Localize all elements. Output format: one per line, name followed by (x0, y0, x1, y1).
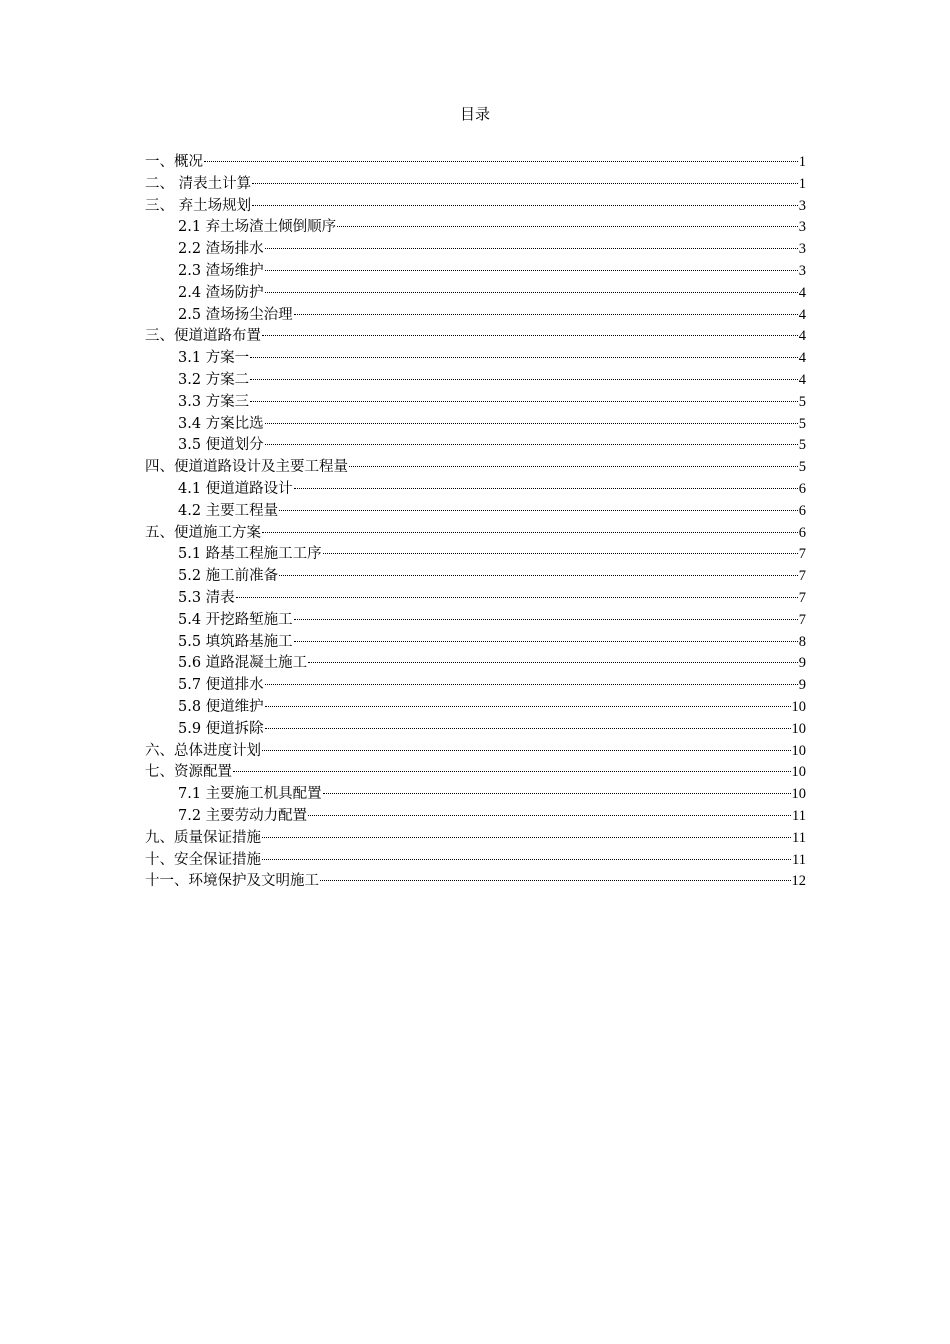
toc-entry-page-number: 10 (791, 764, 806, 781)
toc-entry-page-number: 7 (798, 589, 806, 606)
toc-dot-leader (233, 771, 791, 772)
toc-dot-leader (262, 837, 791, 838)
toc-dot-leader (349, 466, 798, 467)
toc-dot-leader (265, 270, 798, 271)
toc-entry-label: 十、安全保证措施 (145, 851, 261, 868)
toc-entry-page-number: 10 (791, 786, 806, 803)
toc-entry[interactable] (145, 697, 806, 719)
toc-entry[interactable] (145, 523, 806, 545)
toc-entry[interactable] (145, 784, 806, 806)
toc-entry-label: 2.2 渣场排水 (178, 241, 264, 258)
toc-entry-label: 5.8 便道维护 (178, 698, 264, 715)
toc-dot-leader (262, 335, 798, 336)
toc-entry[interactable] (145, 501, 806, 523)
toc-entry-page-number: 4 (798, 371, 806, 388)
toc-dot-leader (294, 488, 798, 489)
toc-entry[interactable] (145, 588, 806, 610)
toc-dot-leader (250, 379, 798, 380)
table-of-contents (145, 152, 806, 893)
toc-entry[interactable] (145, 544, 806, 566)
toc-entry[interactable] (145, 675, 806, 697)
toc-entry-page-number: 3 (798, 219, 806, 236)
toc-entry-label: 4.2 主要工程量 (178, 502, 279, 519)
toc-dot-leader (252, 205, 798, 206)
toc-dot-leader (265, 684, 798, 685)
toc-entry-label: 5.2 施工前准备 (178, 568, 279, 585)
toc-entry[interactable] (145, 828, 806, 850)
toc-entry-page-number: 9 (798, 655, 806, 672)
toc-entry-page-number: 7 (798, 611, 806, 628)
toc-entry[interactable] (145, 348, 806, 370)
toc-entry[interactable] (145, 435, 806, 457)
toc-entry[interactable] (145, 610, 806, 632)
toc-entry-page-number: 5 (798, 415, 806, 432)
toc-entry-page-number: 3 (798, 262, 806, 279)
toc-dot-leader (262, 750, 791, 751)
toc-entry[interactable] (145, 632, 806, 654)
toc-entry-label: 二、 清表土计算 (145, 175, 252, 192)
toc-entry-page-number: 3 (798, 197, 806, 214)
toc-entry[interactable] (145, 174, 806, 196)
toc-entry-page-number: 11 (792, 851, 806, 868)
toc-entry[interactable] (145, 850, 806, 872)
toc-entry[interactable] (145, 370, 806, 392)
toc-dot-leader (323, 793, 791, 794)
toc-entry-label: 2.1 弃土场渣土倾倒顺序 (178, 219, 337, 236)
toc-entry-label: 5.1 路基工程施工工序 (178, 546, 322, 563)
toc-entry[interactable] (145, 326, 806, 348)
toc-entry-label: 5.4 开挖路堑施工 (178, 611, 293, 628)
toc-entry[interactable] (145, 762, 806, 784)
toc-entry-label: 3.1 方案一 (178, 350, 250, 367)
toc-entry-page-number: 10 (791, 720, 806, 737)
toc-entry[interactable] (145, 217, 806, 239)
toc-entry[interactable] (145, 283, 806, 305)
toc-entry-label: 7.1 主要施工机具配置 (178, 786, 322, 803)
toc-entry-label: 3.3 方案三 (178, 393, 250, 410)
toc-dot-leader (265, 292, 798, 293)
toc-entry-label: 5.3 清表 (178, 589, 235, 606)
toc-entry-label: 2.5 渣场扬尘治理 (178, 306, 293, 323)
toc-entry-page-number: 1 (798, 175, 806, 192)
toc-entry-page-number: 8 (798, 633, 806, 650)
toc-dot-leader (320, 880, 791, 881)
toc-entry[interactable] (145, 261, 806, 283)
toc-entry[interactable] (145, 566, 806, 588)
toc-dot-leader (262, 532, 798, 533)
toc-dot-leader (323, 553, 798, 554)
toc-dot-leader (294, 619, 798, 620)
toc-entry-label: 5.6 道路混凝土施工 (178, 655, 308, 672)
toc-dot-leader (236, 597, 798, 598)
toc-entry-page-number: 4 (798, 350, 806, 367)
toc-entry[interactable] (145, 392, 806, 414)
toc-dot-leader (265, 444, 798, 445)
toc-title: 目录 (459, 105, 490, 123)
toc-entry[interactable] (145, 479, 806, 501)
toc-dot-leader (265, 248, 798, 249)
toc-entry-label: 三、便道道路布置 (145, 328, 261, 345)
toc-entry-label: 5.9 便道拆除 (178, 720, 264, 737)
toc-entry-label: 五、便道施工方案 (145, 524, 261, 541)
toc-entry[interactable] (145, 741, 806, 763)
toc-dot-leader (265, 728, 791, 729)
toc-dot-leader (250, 357, 798, 358)
toc-entry-page-number: 5 (798, 437, 806, 454)
toc-entry-page-number: 11 (792, 807, 806, 824)
toc-entry-page-number: 6 (798, 480, 806, 497)
toc-entry[interactable] (145, 871, 806, 893)
toc-dot-leader (265, 706, 791, 707)
toc-dot-leader (250, 401, 798, 402)
toc-entry-label: 4.1 便道道路设计 (178, 480, 293, 497)
toc-entry-label: 3.4 方案比选 (178, 415, 264, 432)
toc-entry-page-number: 10 (791, 698, 806, 715)
toc-dot-leader (204, 161, 798, 162)
toc-dot-leader (294, 314, 798, 315)
toc-entry-page-number: 6 (798, 524, 806, 541)
toc-entry-label: 3.5 便道划分 (178, 437, 264, 454)
toc-entry-page-number: 12 (791, 873, 806, 890)
toc-entry[interactable] (145, 653, 806, 675)
toc-dot-leader (308, 662, 798, 663)
toc-entry-page-number: 6 (798, 502, 806, 519)
toc-entry-label: 5.5 填筑路基施工 (178, 633, 293, 650)
toc-entry-label: 3.2 方案二 (178, 371, 250, 388)
toc-entry-label: 七、资源配置 (145, 764, 232, 781)
toc-entry-page-number: 5 (798, 393, 806, 410)
toc-entry-label: 六、总体进度计划 (145, 742, 261, 759)
toc-entry-label: 十一、环境保护及文明施工 (145, 873, 319, 890)
toc-entry[interactable] (145, 457, 806, 479)
toc-entry[interactable] (145, 414, 806, 436)
toc-entry-page-number: 5 (798, 459, 806, 476)
toc-entry-label: 5.7 便道排水 (178, 677, 264, 694)
toc-entry-label: 2.4 渣场防护 (178, 284, 264, 301)
toc-dot-leader (279, 575, 798, 576)
toc-entry[interactable] (145, 152, 806, 174)
toc-entry-page-number: 4 (798, 328, 806, 345)
toc-entry-page-number: 11 (792, 829, 806, 846)
toc-entry-page-number: 3 (798, 241, 806, 258)
toc-entry[interactable] (145, 305, 806, 327)
toc-entry-page-number: 7 (798, 568, 806, 585)
toc-entry-label: 7.2 主要劳动力配置 (178, 807, 308, 824)
toc-entry-page-number: 1 (798, 154, 806, 170)
toc-dot-leader (308, 815, 791, 816)
toc-entry-label: 四、便道道路设计及主要工程量 (145, 459, 348, 476)
toc-entry-page-number: 4 (798, 284, 806, 301)
toc-dot-leader (265, 423, 798, 424)
toc-dot-leader (279, 510, 798, 511)
toc-entry[interactable] (145, 239, 806, 261)
toc-entry-page-number: 7 (798, 546, 806, 563)
toc-entry-label: 九、质量保证措施 (145, 829, 261, 846)
toc-entry[interactable] (145, 806, 806, 828)
toc-entry[interactable] (145, 196, 806, 218)
toc-dot-leader (262, 859, 791, 860)
toc-dot-leader (252, 183, 798, 184)
toc-dot-leader (294, 641, 798, 642)
toc-entry-page-number: 10 (791, 742, 806, 759)
toc-entry-label: 三、 弃土场规划 (145, 197, 252, 214)
toc-dot-leader (337, 226, 798, 227)
toc-entry-label: 2.3 渣场维护 (178, 262, 264, 279)
toc-entry[interactable] (145, 719, 806, 741)
toc-entry-page-number: 4 (798, 306, 806, 323)
toc-entry-page-number: 9 (798, 677, 806, 694)
toc-entry-label: 一、概况 (145, 154, 203, 170)
